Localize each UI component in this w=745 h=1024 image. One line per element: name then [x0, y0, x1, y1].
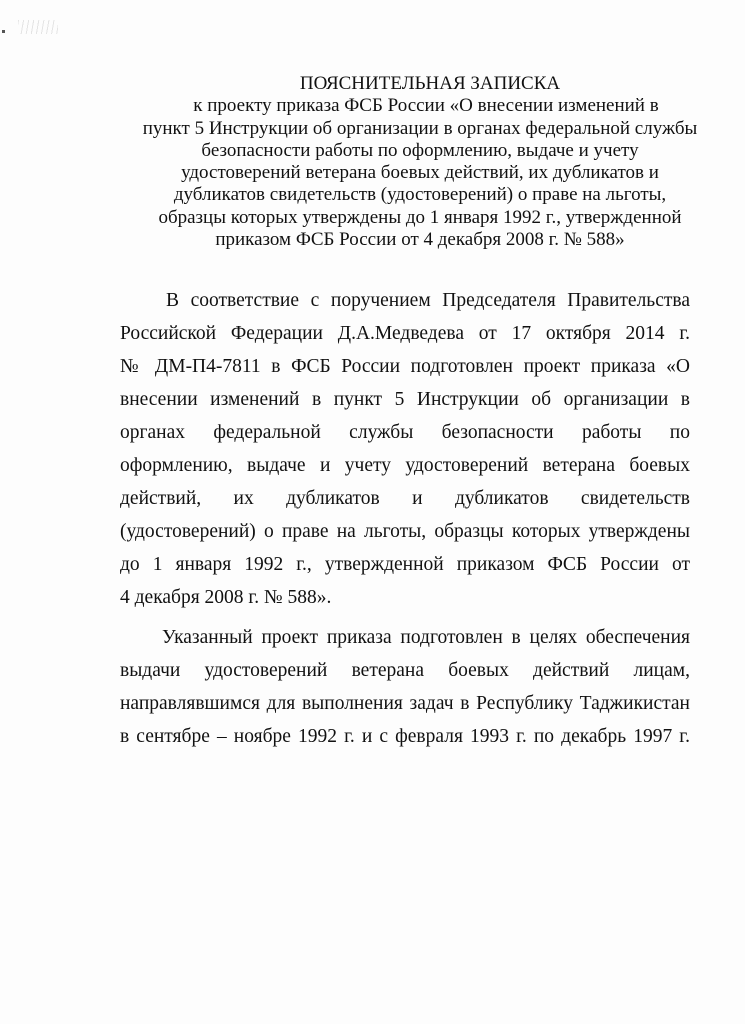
paragraph-line: выдачи удостоверений ветерана боевых действий лицам, — [120, 660, 690, 681]
scan-artifact — [18, 20, 58, 34]
paragraph-line: Указанный проект приказа подготовлен в целях обеспечения — [162, 627, 690, 648]
paragraph-line: до 1 января 1992 г., утвержденной приказом ФСБ России от — [120, 554, 690, 575]
paragraph-line: внесении изменений в пункт 5 Инструкции об организации в — [120, 389, 690, 410]
paragraph-line: действий, их дубликатов и дубликатов свидетельств — [120, 488, 690, 509]
paragraph-line: оформлению, выдаче и учету удостоверений ветерана боевых — [120, 455, 690, 476]
heading-line: к проекту приказа ФСБ России «О внесении изменений в — [193, 95, 659, 117]
paragraph-line: направлявшимся для выполнения задач в Республику Таджикистан — [120, 693, 690, 714]
heading-line: безопасности работы по оформлению, выдаче и учету — [201, 139, 639, 161]
heading-line: пункт 5 Инструкции об организации в органах федеральной службы — [142, 117, 698, 139]
paragraph-line: Российской Федерации Д.А.Медведева от 17 октября 2014 г. — [120, 323, 690, 344]
paragraph-line: В соответствие с поручением Председателя Правительства — [166, 290, 690, 311]
paragraph-2 — [120, 624, 690, 756]
paragraph-line: (удостоверений) о праве на льготы, образцы которых утверждены — [120, 521, 690, 542]
paragraph-line: органах федеральной службы безопасности работы по — [120, 422, 690, 443]
heading-line: образцы которых утверждены до 1 января 1992 г., утвержденной — [158, 206, 682, 228]
heading-line: приказом ФСБ России от 4 декабря 2008 г. № 588» — [215, 229, 625, 251]
scan-artifact-dot — [2, 30, 5, 33]
document-title: ПОЯСНИТЕЛЬНАЯ ЗАПИСКА — [299, 73, 561, 94]
heading-line: удостоверений ветерана боевых действий, их дубликатов и — [181, 162, 659, 184]
paragraph-line: № ДМ-П4-7811 в ФСБ России подготовлен проект приказа «О — [120, 356, 690, 377]
paragraph-line: в сентябре – ноябре 1992 г. и с февраля 1993 г. по декабрь 1997 г. — [120, 726, 690, 747]
document-heading — [110, 73, 730, 251]
paragraph-1 — [120, 287, 690, 617]
heading-line: дубликатов свидетельств (удостоверений) о праве на льготы, — [173, 184, 667, 206]
paragraph-line: 4 декабря 2008 г. № 588». — [120, 587, 332, 608]
